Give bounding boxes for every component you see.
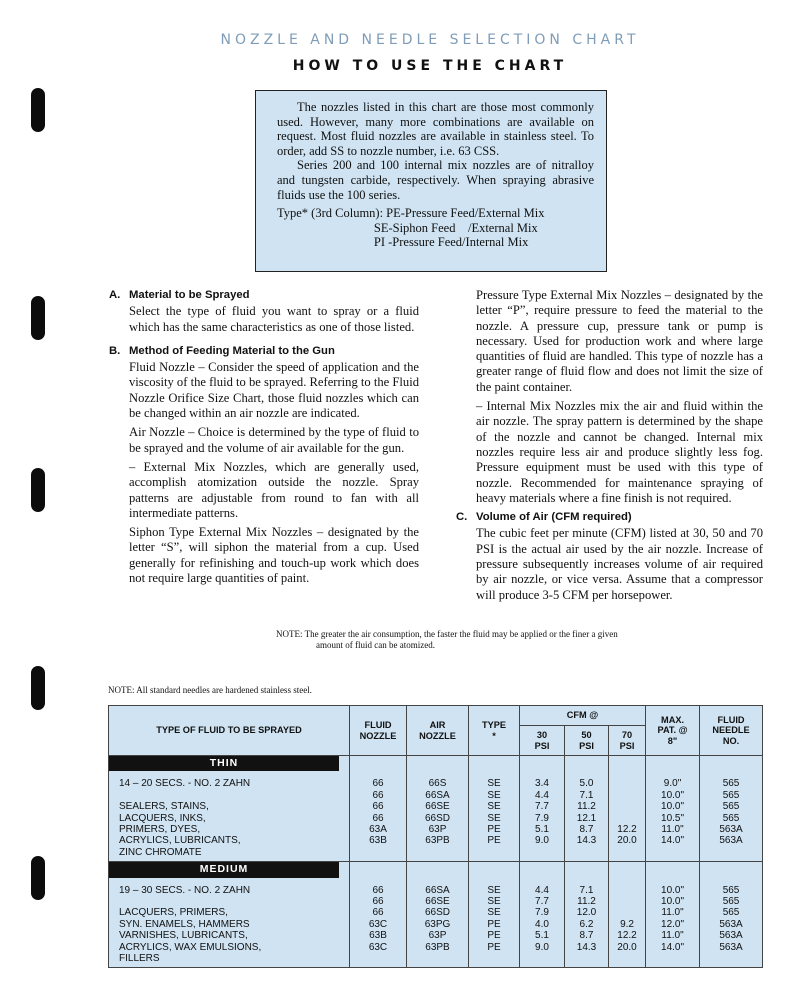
- table-value: 14.3: [576, 835, 597, 847]
- table-value: 11.2: [577, 801, 596, 813]
- table-value: 63C: [368, 941, 388, 953]
- table-value: 66: [372, 812, 384, 824]
- table-value: 563A: [719, 941, 743, 953]
- group-band-label: THIN: [109, 756, 339, 771]
- table-value: 63PB: [425, 835, 450, 847]
- table-value: 63PG: [424, 918, 451, 930]
- table-value: 66: [372, 778, 384, 790]
- type-cell: [469, 878, 520, 968]
- fluid-line: ACRYLICS, WAX EMULSIONS,: [119, 941, 262, 953]
- header-fluid-needle: FLUID NEEDLE NO.: [700, 706, 763, 756]
- band-spacer-cell: [646, 862, 700, 878]
- binder-hole: [31, 296, 45, 340]
- table-value: 66: [372, 789, 384, 801]
- type-legend-line: PI -Pressure Feed/Internal Mix: [277, 235, 529, 250]
- header-max-pat: MAX. PAT. @ 8": [646, 706, 700, 756]
- fluid-line: SYN. ENAMELS, HAMMERS: [119, 918, 250, 930]
- table-value: 12.0": [661, 918, 685, 930]
- table-value: 563A: [719, 823, 743, 835]
- table-value: 565: [722, 907, 740, 919]
- band-spacer-cell: [565, 862, 609, 878]
- table-value: [609, 885, 645, 896]
- psi30-cell: [520, 771, 565, 861]
- table-value: 9.2: [620, 918, 634, 930]
- section-c-text: The cubic feet per minute (CFM) listed at 30, 50 and 70 PSI is the actual air used by the air nozzle. Increase of pressure subsequently increases volume of air required by air nozzle, or vice versa. Assume that a compressor will produce 3-5 CFM per horsepower.: [476, 526, 763, 602]
- table-value: SE: [487, 801, 501, 813]
- band-spacer-cell: [350, 756, 407, 772]
- table-value: 66SD: [424, 907, 450, 919]
- band-spacer-cell: [350, 862, 407, 878]
- header-psi-50: 50 PSI: [565, 726, 609, 756]
- fluid-line: 14 – 20 SECS. - NO. 2 ZAHN: [119, 778, 251, 790]
- group-band-label: MEDIUM: [109, 862, 339, 877]
- fluid-line: PRIMERS, DYES,: [119, 823, 201, 835]
- table-value: 66SD: [424, 812, 450, 824]
- fluid-line: ACRYLICS, LUBRICANTS,: [119, 835, 241, 847]
- table-row: [109, 878, 763, 968]
- band-spacer-cell: [520, 862, 565, 878]
- header-fluid-nozzle: FLUID NOZZLE: [350, 706, 407, 756]
- section-b-paragraph: Siphon Type External Mix Nozzles – designated by the letter “S”, will siphon the material from a cup. Used generally for refinishing and touch-up work which does not require large quantities of paint.: [129, 525, 419, 586]
- table-value: 563A: [719, 930, 743, 942]
- table-value: SE: [487, 907, 501, 919]
- table-value: 565: [722, 778, 740, 790]
- table-value: 20.0: [617, 941, 637, 953]
- table-value: 66SA: [425, 789, 450, 801]
- table-value: 565: [722, 895, 740, 907]
- type-cell: [469, 771, 520, 861]
- table-value: 8.7: [579, 823, 594, 835]
- table-value: 11.0": [661, 907, 684, 919]
- binder-hole: [31, 468, 45, 512]
- table-value: 12.1: [576, 812, 597, 824]
- section-c-heading: C. Volume of Air (CFM required): [456, 511, 632, 524]
- table-value: [609, 907, 645, 918]
- header-fluid-type: TYPE OF FLUID TO BE SPRAYED: [109, 706, 350, 756]
- section-b-paragraph: – Internal Mix Nozzles mix the air and fluid within the air nozzle. The spray pattern is determined by the shape of the nozzle and cannot be changed. Internal mix nozzles require less air and produce slightly less fog. Pressure equipment must be used with this type of nozzle. Recommended for maintenance spraying of heavy materials where a fine finish is not required.: [476, 399, 763, 505]
- fluid-type-cell: [109, 771, 350, 861]
- table-value: 14.0": [661, 941, 685, 953]
- fluid-line: LACQUERS, INKS,: [119, 812, 206, 824]
- psi50-cell: [565, 878, 609, 968]
- table-value: 7.9: [535, 907, 549, 919]
- table-value: [609, 896, 645, 907]
- table-value: [609, 813, 645, 824]
- band-spacer-cell: [407, 756, 469, 772]
- air-nozzle-cell: [407, 878, 469, 968]
- air-consumption-note: NOTE: The greater the air consumption, the faster the fluid may be applied or the finer a given amount of fluid can be atomized.: [276, 629, 618, 650]
- table-value: 63P: [428, 930, 447, 942]
- table-value: 7.1: [579, 884, 594, 896]
- left-column: [109, 288, 419, 590]
- table-value: [609, 801, 645, 812]
- band-spacer-cell: [646, 756, 700, 772]
- table-value: [609, 778, 645, 789]
- info-box: [255, 90, 607, 272]
- section-a-heading: A. Material to be Sprayed: [109, 289, 250, 301]
- table-value: PE: [487, 918, 501, 930]
- table-value: 14.3: [576, 941, 597, 953]
- header-psi-70: 70 PSI: [609, 726, 646, 756]
- table-value: 4.0: [535, 918, 549, 930]
- table-value: 5.1: [535, 930, 549, 942]
- info-paragraph: Series 200 and 100 internal mix nozzles are of nitralloy and tungsten carbide, respectively. When spraying abrasive fluids use the 100 series.: [277, 158, 594, 202]
- table-value: 565: [722, 801, 740, 813]
- air-nozzle-cell: [407, 771, 469, 861]
- table-value: 10.5": [661, 812, 685, 824]
- table-value: [609, 790, 645, 801]
- table-value: SE: [487, 812, 501, 824]
- table-value: 7.1: [579, 789, 594, 801]
- table-value: SE: [487, 778, 501, 790]
- fluid-line: ZINC CHROMATE: [119, 846, 202, 858]
- table-value: 8.7: [579, 930, 594, 942]
- psi70-cell: [609, 771, 646, 861]
- table-value: 10.0": [661, 884, 685, 896]
- table-value: SE: [487, 884, 501, 896]
- section-b-paragraph: Pressure Type External Mix Nozzles – designated by the letter “P”, require pressure to feed the material to the nozzle. A pressure cup, pressure tank or pump is necessary. Used for production work and where large quantities of fluid are handled. This type of nozzle has a greater range of fluid flow and does not limit the size of the paint container.: [476, 288, 763, 394]
- psi30-cell: [520, 878, 565, 968]
- page-subtitle: HOW TO USE THE CHART: [292, 58, 568, 74]
- fluid-line: FILLERS: [119, 952, 160, 964]
- table-value: 66: [372, 884, 384, 896]
- needle-note: NOTE: All standard needles are hardened stainless steel.: [108, 685, 312, 695]
- binder-hole: [31, 88, 45, 132]
- table-value: 63C: [368, 918, 388, 930]
- table-value: 7.7: [535, 801, 549, 813]
- needle-cell: [700, 771, 763, 861]
- table-value: 12.2: [617, 823, 637, 835]
- table-value: 66: [372, 801, 384, 813]
- table-value: 63B: [369, 835, 387, 847]
- band-spacer-cell: [520, 756, 565, 772]
- table-value: SE: [487, 789, 501, 801]
- table-value: 20.0: [617, 835, 637, 847]
- psi50-cell: [565, 771, 609, 861]
- table-value: 63P: [428, 823, 447, 835]
- table-row: [109, 771, 763, 861]
- table-value: 66: [372, 895, 384, 907]
- table-value: 66S: [428, 778, 447, 790]
- table-value: 563A: [719, 835, 743, 847]
- table-value: 66SE: [425, 801, 450, 813]
- table-value: PE: [487, 941, 501, 953]
- band-spacer-cell: [565, 756, 609, 772]
- table-value: 565: [722, 812, 740, 824]
- table-value: 12.0: [576, 907, 597, 919]
- table-value: 63A: [369, 823, 387, 835]
- max-pat-cell: [646, 878, 700, 968]
- selection-table: [108, 705, 763, 968]
- group-band-cell: [109, 862, 350, 878]
- table-value: 66SE: [425, 895, 450, 907]
- binder-hole: [31, 856, 45, 900]
- section-b-paragraph: – External Mix Nozzles, which are generally used, accomplish atomization outside the nozzle. Spray patterns are adjustable from round to fan with all intermediate patterns.: [129, 459, 419, 520]
- table-value: 9.0": [663, 778, 682, 790]
- table-value: 11.0": [661, 823, 684, 835]
- header-psi-30: 30 PSI: [520, 726, 565, 756]
- table-value: 11.0": [661, 930, 684, 942]
- table-value: 14.0": [661, 835, 685, 847]
- table-value: 5.1: [535, 823, 549, 835]
- section-b-paragraph: Fluid Nozzle – Consider the speed of application and the viscosity of the fluid to be sprayed. Referring to the Fluid Nozzle Orifice Size Chart, those fluid nozzles which can be changed within an air nozzle are indicated.: [129, 360, 419, 421]
- type-legend-line: Type* (3rd Column): PE-Pressure Feed/External Mix: [277, 206, 545, 221]
- band-spacer-cell: [609, 756, 646, 772]
- table-group-band-row: [109, 862, 763, 878]
- table-value: 66: [372, 907, 384, 919]
- header-type: TYPE *: [469, 706, 520, 756]
- table-value: 9.0: [535, 835, 549, 847]
- psi70-cell: [609, 878, 646, 968]
- table-group-band-row: [109, 756, 763, 772]
- table-value: 7.7: [535, 895, 549, 907]
- table-value: 12.2: [617, 930, 637, 942]
- fluid-nozzle-cell: [350, 878, 407, 968]
- table-value: 563A: [719, 918, 743, 930]
- binder-hole: [31, 666, 45, 710]
- table-value: 6.2: [579, 918, 594, 930]
- table-value: 11.2: [577, 895, 596, 907]
- band-spacer-cell: [700, 756, 763, 772]
- table-value: 565: [722, 884, 740, 896]
- table-value: 7.9: [535, 812, 549, 824]
- header-air-nozzle: AIR NOZZLE: [407, 706, 469, 756]
- table-value: SE: [487, 895, 501, 907]
- type-legend-line: SE-Siphon Feed /External Mix: [277, 220, 538, 235]
- table-value: PE: [487, 930, 501, 942]
- section-a-text: Select the type of fluid you want to spray or a fluid which has the same characteristics as one of those listed.: [129, 304, 419, 334]
- fluid-line: [119, 896, 349, 907]
- table-value: 10.0": [661, 801, 685, 813]
- type-legend: [277, 206, 594, 250]
- band-spacer-cell: [469, 862, 520, 878]
- table-value: 63PB: [425, 941, 450, 953]
- fluid-type-cell: [109, 878, 350, 968]
- info-paragraph: The nozzles listed in this chart are those most commonly used. However, many more combinations are available on request. Most fluid nozzles are available in stainless steel. To order, add SS to nozzle number, i.e. 63 CSS.: [277, 100, 594, 158]
- table-value: 4.4: [535, 789, 549, 801]
- needle-cell: [700, 878, 763, 968]
- table-value: 66SA: [425, 884, 450, 896]
- fluid-line: SEALERS, STAINS,: [119, 801, 209, 813]
- table-value: PE: [487, 823, 501, 835]
- table-value: 565: [722, 789, 740, 801]
- table-value: 10.0": [661, 895, 685, 907]
- table-value: 5.0: [579, 778, 594, 790]
- table-value: 9.0: [535, 941, 549, 953]
- fluid-nozzle-cell: [350, 771, 407, 861]
- fluid-line: [119, 790, 349, 801]
- band-spacer-cell: [700, 862, 763, 878]
- header-cfm: CFM @: [520, 706, 646, 726]
- fluid-line: VARNISHES, LUBRICANTS,: [119, 930, 248, 942]
- page-title: NOZZLE AND NEEDLE SELECTION CHART: [220, 32, 640, 48]
- section-b-paragraph: Air Nozzle – Choice is determined by the type of fluid to be sprayed and the volume of air available for the gun.: [129, 425, 419, 455]
- group-band-cell: [109, 756, 350, 772]
- fluid-line: 19 – 30 SECS. - NO. 2 ZAHN: [119, 884, 251, 896]
- section-b-heading: B. Method of Feeding Material to the Gun: [109, 344, 335, 357]
- band-spacer-cell: [407, 862, 469, 878]
- table-value: 3.4: [535, 778, 549, 790]
- fluid-line: LACQUERS, PRIMERS,: [119, 907, 228, 919]
- table-value: 10.0": [661, 789, 685, 801]
- table-value: 63B: [369, 930, 387, 942]
- table-value: PE: [487, 835, 501, 847]
- table-value: 4.4: [535, 884, 549, 896]
- band-spacer-cell: [609, 862, 646, 878]
- band-spacer-cell: [469, 756, 520, 772]
- right-column: [456, 288, 763, 607]
- max-pat-cell: [646, 771, 700, 861]
